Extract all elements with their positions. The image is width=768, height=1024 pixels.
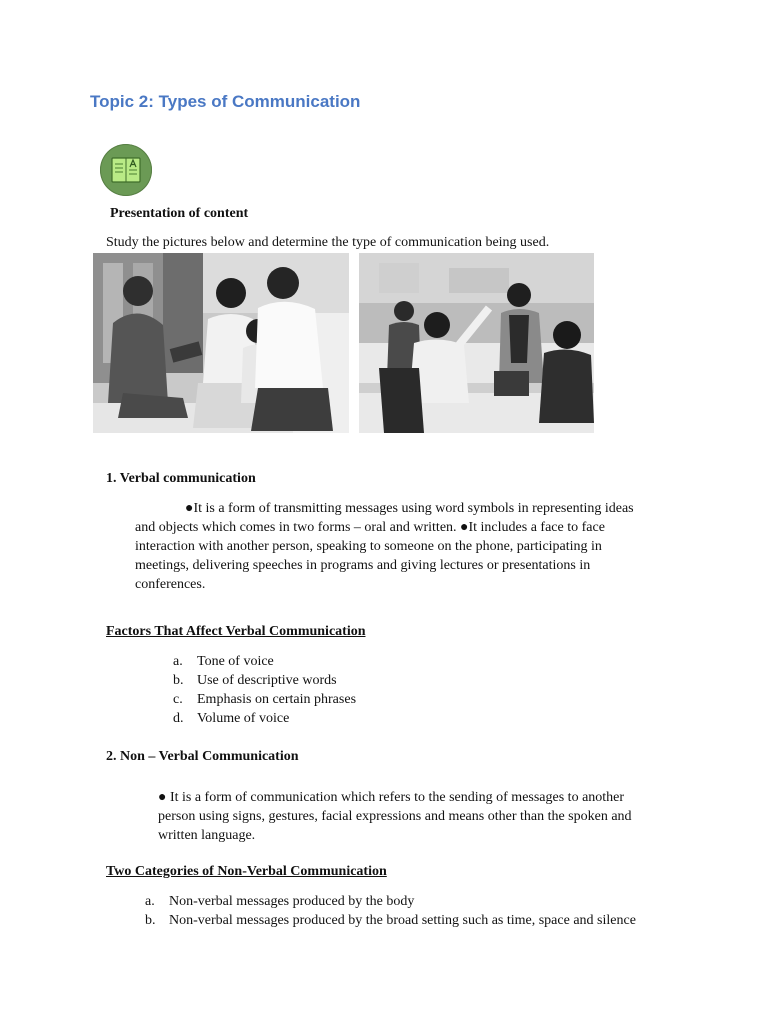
verbal-heading: 1. Verbal communication [106, 471, 256, 486]
nonverbal-line-3: written language. [158, 828, 256, 843]
nonverbal-line-1: ● It is a form of communication which refers to the sending of messages to another [158, 790, 625, 805]
verbal-line-4: meetings, delivering speeches in programs and giving lectures or presentations in [135, 558, 591, 573]
nonverbal-description [158, 788, 718, 845]
verbal-line-5: conferences. [135, 577, 206, 592]
list-item: c. Emphasis on certain phrases [173, 692, 357, 707]
nonverbal-line-2: person using signs, gestures, facial expressions and means other than the spoken and [158, 809, 632, 824]
categories-heading: Two Categories of Non-Verbal Communication [106, 864, 387, 879]
verbal-description [135, 499, 695, 594]
list-item: b. Non-verbal messages produced by the broad setting such as time, space and silence [145, 913, 636, 928]
list-item: b. Use of descriptive words [173, 673, 337, 688]
page-title: Topic 2: Types of Communication [90, 92, 361, 111]
office-photo [359, 253, 594, 433]
family-photo [93, 253, 349, 433]
list-item: a. Tone of voice [173, 654, 274, 669]
verbal-line-2: and objects which comes in two forms – oral and written. ●It includes a face to face [135, 520, 605, 535]
book-icon [100, 144, 152, 196]
factors-heading: Factors That Affect Verbal Communication [106, 624, 366, 639]
presentation-heading: Presentation of content [110, 206, 249, 221]
verbal-line-3: interaction with another person, speaking to someone on the phone, participating in [135, 539, 602, 554]
intro-text: Study the pictures below and determine the type of communication being used. [106, 235, 550, 250]
factors-list [173, 652, 356, 728]
verbal-line-1: ●It is a form of transmitting messages using word symbols in representing ideas [185, 501, 634, 516]
categories-list [145, 892, 745, 930]
list-item: d. Volume of voice [173, 711, 290, 726]
list-item: a. Non-verbal messages produced by the body [145, 894, 415, 909]
nonverbal-heading: 2. Non – Verbal Communication [106, 749, 299, 764]
